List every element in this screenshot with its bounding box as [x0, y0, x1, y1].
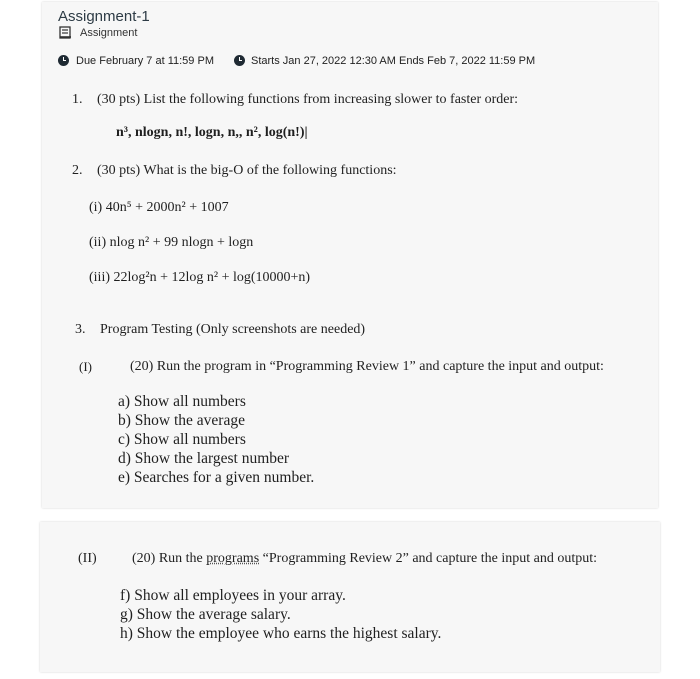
- availability-dates: Starts Jan 27, 2022 12:30 AM Ends Feb 7, 2022 11:59 PM: [251, 55, 536, 67]
- q2-text: (30 pts) What is the big-O of the following functions:: [97, 163, 397, 178]
- availability-clock-icon: [234, 55, 245, 66]
- assignment-icon: [59, 26, 72, 39]
- q3-part1-text: (20) Run the program in “Programming Review 1” and capture the input and output:: [130, 359, 604, 374]
- part2-panel: [40, 522, 660, 672]
- q1-number: 1.: [72, 92, 83, 107]
- due-clock-icon: [58, 55, 69, 66]
- q3-part1-list: [118, 392, 314, 487]
- q2-number: 2.: [72, 163, 83, 178]
- q2-item-2: (ii) nlog n² + 99 nlogn + logn: [89, 235, 254, 250]
- q1-text: (30 pts) List the following functions from increasing slower to faster order:: [97, 92, 519, 107]
- assignment-panel: [42, 2, 658, 508]
- q3-number: 3.: [75, 322, 86, 337]
- list-item: b) Show the average: [118, 412, 245, 429]
- part2-text-a: (20) Run the: [132, 551, 207, 566]
- assignment-type-label: Assignment: [80, 27, 138, 39]
- q3-part2-list: [120, 586, 441, 643]
- q2-item-1: (i) 40n⁵ + 2000n² + 1007: [89, 200, 229, 215]
- q3-part2-text: [132, 551, 597, 567]
- q3-part1-label: (I): [79, 359, 92, 374]
- list-item: f) Show all employees in your array.: [120, 587, 346, 604]
- list-item: h) Show the employee who earns the highest salary.: [120, 625, 442, 642]
- q2-item-3: (iii) 22log²n + 12log n² + log(10000+n): [89, 270, 311, 285]
- assignment-title[interactable]: Assignment-1: [58, 8, 150, 25]
- q3-text: Program Testing (Only screenshots are needed): [100, 322, 366, 337]
- list-item: c) Show all numbers: [118, 431, 246, 448]
- q1-functions: n³, nlogn, n!, logn, n,, n², log(n!)|: [116, 125, 308, 140]
- list-item: e) Searches for a given number.: [118, 469, 315, 486]
- part2-text-programs: programs: [206, 551, 260, 566]
- due-date: Due February 7 at 11:59 PM: [76, 55, 214, 67]
- q3-part2-label: (II): [78, 551, 97, 566]
- list-item: g) Show the average salary.: [120, 606, 291, 623]
- part2-text-c: “Programming Review 2” and capture the input and output:: [259, 551, 598, 566]
- list-item: a) Show all numbers: [118, 393, 246, 410]
- list-item: d) Show the largest number: [118, 450, 290, 467]
